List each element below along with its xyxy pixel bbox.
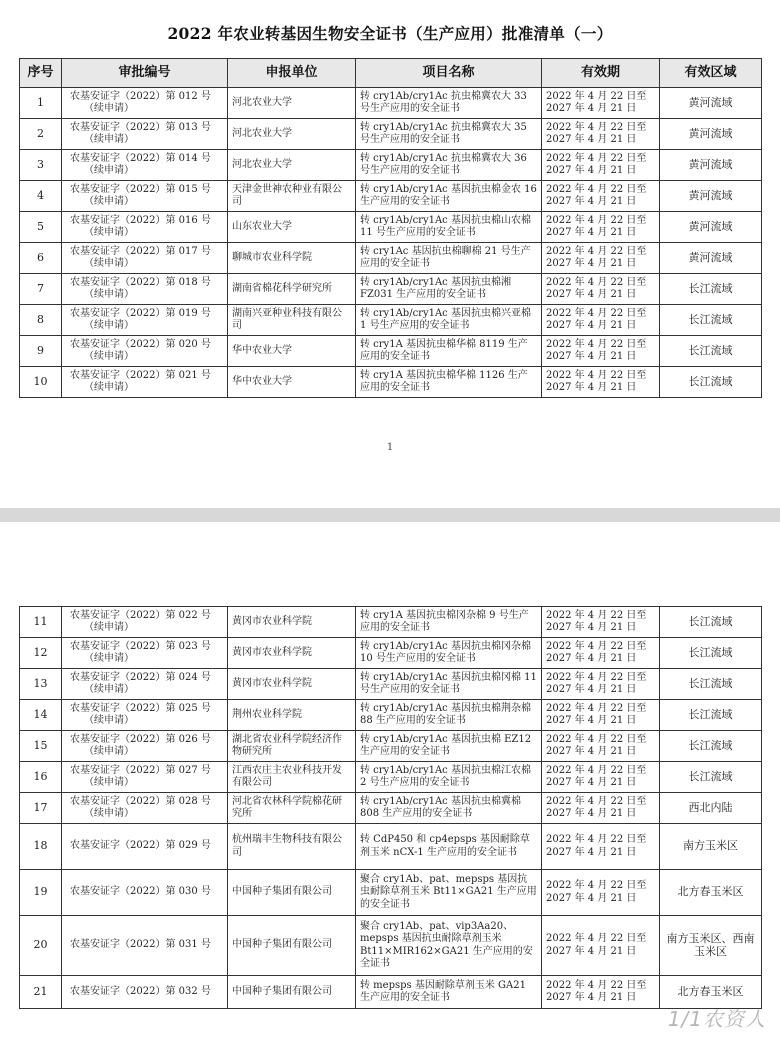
row-validity-period bbox=[542, 793, 660, 824]
row-approval-code-code: 农基安证字（2022）第 017 号 bbox=[70, 245, 211, 257]
row-validity-period bbox=[542, 669, 660, 700]
row-effective-region: 长江流域 bbox=[660, 274, 762, 305]
row-serial-number: 17 bbox=[20, 793, 62, 824]
row-project-name: 转 cry1Ab/cry1Ac 基因抗虫棉冈棉 11 号生产应用的安全证书 bbox=[356, 669, 542, 700]
row-validity-period-valid-from: 2022 年 4 月 22 日至 bbox=[546, 671, 647, 683]
row-approval-code-code: 农基安证字（2022）第 029 号 bbox=[70, 840, 211, 852]
row-serial-number: 12 bbox=[20, 638, 62, 669]
row-validity-period-valid-to: 2027 年 4 月 21 日 bbox=[546, 196, 637, 207]
row-validity-period-valid-to: 2027 年 4 月 21 日 bbox=[546, 653, 637, 664]
row-validity-period-valid-to: 2027 年 4 月 21 日 bbox=[546, 103, 637, 114]
row-serial-number: 14 bbox=[20, 700, 62, 731]
row-validity-period-valid-from: 2022 年 4 月 22 日至 bbox=[546, 640, 647, 652]
row-approval-code-code: 农基安证字（2022）第 028 号 bbox=[70, 795, 211, 807]
row-effective-region: 黄河流域 bbox=[660, 88, 762, 119]
row-validity-period bbox=[542, 367, 660, 398]
row-approval-code bbox=[62, 607, 228, 638]
row-approval-code-code: 农基安证字（2022）第 027 号 bbox=[70, 764, 211, 776]
row-validity-period-valid-from: 2022 年 4 月 22 日至 bbox=[546, 276, 647, 288]
row-approval-code bbox=[62, 274, 228, 305]
row-approval-code bbox=[62, 150, 228, 181]
table-row bbox=[20, 181, 762, 212]
table-row bbox=[20, 762, 762, 793]
document-page-1 bbox=[0, 0, 780, 500]
row-applicant-unit: 荆州农业科学院 bbox=[228, 700, 356, 731]
row-serial-number: 1 bbox=[20, 88, 62, 119]
row-validity-period bbox=[542, 700, 660, 731]
row-validity-period bbox=[542, 916, 660, 976]
row-approval-code-code: 农基安证字（2022）第 023 号 bbox=[70, 640, 211, 652]
row-applicant-unit: 江西农庄主农业科技开发有限公司 bbox=[228, 762, 356, 793]
row-serial-number: 9 bbox=[20, 336, 62, 367]
header-validity: 有效期 bbox=[542, 59, 660, 88]
row-serial-number: 15 bbox=[20, 731, 62, 762]
row-approval-code bbox=[62, 212, 228, 243]
row-applicant-unit: 湖南兴亚种业科技有限公司 bbox=[228, 305, 356, 336]
row-approval-code-code-sub: （续申请） bbox=[84, 165, 134, 176]
row-approval-code-code: 农基安证字（2022）第 032 号 bbox=[70, 985, 211, 997]
row-validity-period-valid-from: 2022 年 4 月 22 日至 bbox=[546, 764, 647, 776]
row-serial-number: 19 bbox=[20, 870, 62, 916]
row-validity-period-valid-from: 2022 年 4 月 22 日至 bbox=[546, 795, 647, 807]
row-approval-code-code: 农基安证字（2022）第 025 号 bbox=[70, 702, 211, 714]
row-effective-region: 长江流域 bbox=[660, 762, 762, 793]
row-project-name: 转 cry1Ab/cry1Ac 基因抗虫棉江农棉 2 号生产应用的安全证书 bbox=[356, 762, 542, 793]
row-validity-period-valid-to: 2027 年 4 月 21 日 bbox=[546, 945, 637, 957]
table-row bbox=[20, 212, 762, 243]
row-effective-region: 长江流域 bbox=[660, 669, 762, 700]
row-project-name: 转 cry1Ab/cry1Ac 抗虫棉冀农大 33 号生产应用的安全证书 bbox=[356, 88, 542, 119]
row-approval-code-code-sub: （续申请） bbox=[84, 258, 134, 269]
row-project-name: 转 cry1Ab/cry1Ac 抗虫棉冀农大 35 号生产应用的安全证书 bbox=[356, 119, 542, 150]
row-effective-region: 长江流域 bbox=[660, 731, 762, 762]
row-applicant-unit: 河北省农林科学院棉花研究所 bbox=[228, 793, 356, 824]
row-approval-code bbox=[62, 638, 228, 669]
row-project-name: 聚合 cry1Ab、pat、vip3Aa20、mepsps 基因抗虫耐除草剂玉米 Bt11×MIR162×GA21 生产应用的安全证书 bbox=[356, 916, 542, 976]
row-validity-period-valid-from: 2022 年 4 月 22 日至 bbox=[546, 880, 647, 891]
row-approval-code-code: 农基安证字（2022）第 020 号 bbox=[70, 338, 211, 350]
row-validity-period bbox=[542, 243, 660, 274]
row-approval-code bbox=[62, 700, 228, 731]
row-serial-number: 13 bbox=[20, 669, 62, 700]
row-project-name: 聚合 cry1Ab、pat、mepsps 基因抗虫耐除草剂玉米 Bt11×GA21 生产应用的安全证书 bbox=[356, 870, 542, 916]
row-approval-code-code-sub: （续申请） bbox=[84, 653, 134, 664]
row-effective-region: 黄河流域 bbox=[660, 119, 762, 150]
row-validity-period-valid-to: 2027 年 4 月 21 日 bbox=[546, 227, 637, 238]
row-validity-period-valid-from: 2022 年 4 月 22 日至 bbox=[546, 152, 647, 164]
page-number: 1 bbox=[386, 442, 394, 453]
row-approval-code-code: 农基安证字（2022）第 030 号 bbox=[70, 886, 211, 898]
row-approval-code bbox=[62, 824, 228, 870]
row-applicant-unit: 中国种子集团有限公司 bbox=[228, 976, 356, 1009]
table-row bbox=[20, 700, 762, 731]
row-approval-code-code-sub: （续申请） bbox=[84, 320, 134, 331]
row-approval-code-code: 农基安证字（2022）第 021 号 bbox=[70, 369, 211, 381]
row-approval-code-code-sub: （续申请） bbox=[84, 103, 134, 114]
row-applicant-unit: 山东农业大学 bbox=[228, 212, 356, 243]
row-effective-region: 北方春玉米区 bbox=[660, 870, 762, 916]
table-row bbox=[20, 150, 762, 181]
table-row bbox=[20, 88, 762, 119]
header-approval-code: 审批编号 bbox=[62, 59, 228, 88]
table-row bbox=[20, 824, 762, 870]
header-applicant: 申报单位 bbox=[228, 59, 356, 88]
row-approval-code-code: 农基安证字（2022）第 031 号 bbox=[70, 939, 211, 951]
row-project-name: 转 cry1Ab/cry1Ac 基因抗虫棉兴亚棉 1 号生产应用的安全证书 bbox=[356, 305, 542, 336]
row-validity-period bbox=[542, 150, 660, 181]
row-serial-number: 8 bbox=[20, 305, 62, 336]
row-serial-number: 4 bbox=[20, 181, 62, 212]
row-validity-period-valid-to: 2027 年 4 月 21 日 bbox=[546, 382, 637, 393]
approval-table-page-1 bbox=[19, 58, 762, 398]
page-separator bbox=[0, 508, 780, 522]
row-validity-period bbox=[542, 824, 660, 870]
row-validity-period-valid-from: 2022 年 4 月 22 日至 bbox=[546, 834, 647, 845]
table-row bbox=[20, 669, 762, 700]
row-approval-code bbox=[62, 367, 228, 398]
row-project-name: 转 cry1Ac 基因抗虫棉聊棉 21 号生产应用的安全证书 bbox=[356, 243, 542, 274]
row-serial-number: 20 bbox=[20, 916, 62, 976]
row-validity-period bbox=[542, 119, 660, 150]
row-approval-code bbox=[62, 88, 228, 119]
table-row bbox=[20, 305, 762, 336]
row-validity-period-valid-from: 2022 年 4 月 22 日至 bbox=[546, 609, 647, 621]
row-approval-code bbox=[62, 762, 228, 793]
row-project-name: 转 cry1Ab/cry1Ac 抗虫棉冀农大 36 号生产应用的安全证书 bbox=[356, 150, 542, 181]
row-validity-period-valid-to: 2027 年 4 月 21 日 bbox=[546, 320, 637, 331]
row-validity-period-valid-from: 2022 年 4 月 22 日至 bbox=[546, 702, 647, 714]
row-validity-period bbox=[542, 336, 660, 367]
row-project-name: 转 cry1A 基因抗虫棉冈杂棉 9 号生产应用的安全证书 bbox=[356, 607, 542, 638]
row-validity-period-valid-from: 2022 年 4 月 22 日至 bbox=[546, 733, 647, 745]
table-row bbox=[20, 336, 762, 367]
row-approval-code bbox=[62, 336, 228, 367]
row-validity-period-valid-to: 2027 年 4 月 21 日 bbox=[546, 289, 637, 300]
row-effective-region: 黄河流域 bbox=[660, 150, 762, 181]
row-effective-region: 长江流域 bbox=[660, 700, 762, 731]
row-approval-code-code-sub: （续申请） bbox=[84, 684, 134, 695]
row-project-name: 转 cry1A 基因抗虫棉华棉 1126 生产应用的安全证书 bbox=[356, 367, 542, 398]
row-approval-code bbox=[62, 793, 228, 824]
row-effective-region: 南方玉米区 bbox=[660, 824, 762, 870]
row-validity-period bbox=[542, 762, 660, 793]
row-validity-period-valid-to: 2027 年 4 月 21 日 bbox=[546, 165, 637, 176]
row-applicant-unit: 中国种子集团有限公司 bbox=[228, 870, 356, 916]
row-effective-region: 长江流域 bbox=[660, 336, 762, 367]
table-header-row bbox=[20, 59, 762, 88]
row-approval-code bbox=[62, 731, 228, 762]
row-effective-region: 黄河流域 bbox=[660, 181, 762, 212]
row-validity-period-valid-to: 2027 年 4 月 21 日 bbox=[546, 992, 637, 1003]
row-project-name: 转 cry1Ab/cry1Ac 基因抗虫棉冈杂棉 10 号生产应用的安全证书 bbox=[356, 638, 542, 669]
row-validity-period-valid-to: 2027 年 4 月 21 日 bbox=[546, 351, 637, 362]
row-approval-code-code-sub: （续申请） bbox=[84, 382, 134, 393]
row-approval-code-code: 农基安证字（2022）第 013 号 bbox=[70, 121, 211, 133]
row-applicant-unit: 华中农业大学 bbox=[228, 336, 356, 367]
row-applicant-unit: 河北农业大学 bbox=[228, 150, 356, 181]
row-serial-number: 2 bbox=[20, 119, 62, 150]
row-serial-number: 6 bbox=[20, 243, 62, 274]
row-validity-period bbox=[542, 88, 660, 119]
table-row bbox=[20, 274, 762, 305]
row-serial-number: 7 bbox=[20, 274, 62, 305]
row-validity-period-valid-from: 2022 年 4 月 22 日至 bbox=[546, 183, 647, 195]
table-row bbox=[20, 367, 762, 398]
row-validity-period-valid-from: 2022 年 4 月 22 日至 bbox=[546, 214, 647, 226]
row-approval-code-code: 农基安证字（2022）第 016 号 bbox=[70, 214, 211, 226]
row-approval-code bbox=[62, 976, 228, 1009]
row-approval-code-code-sub: （续申请） bbox=[84, 196, 134, 207]
row-applicant-unit: 黄冈市农业科学院 bbox=[228, 607, 356, 638]
header-region: 有效区域 bbox=[660, 59, 762, 88]
row-serial-number: 10 bbox=[20, 367, 62, 398]
table-row bbox=[20, 976, 762, 1009]
row-approval-code-code: 农基安证字（2022）第 012 号 bbox=[70, 90, 211, 102]
row-project-name: 转 cry1Ab/cry1Ac 基因抗虫棉荆杂棉 88 生产应用的安全证书 bbox=[356, 700, 542, 731]
row-effective-region: 黄河流域 bbox=[660, 243, 762, 274]
row-approval-code-code-sub: （续申请） bbox=[84, 134, 134, 145]
row-validity-period-valid-from: 2022 年 4 月 22 日至 bbox=[546, 338, 647, 350]
row-approval-code bbox=[62, 870, 228, 916]
row-effective-region: 长江流域 bbox=[660, 638, 762, 669]
row-validity-period-valid-from: 2022 年 4 月 22 日至 bbox=[546, 933, 647, 944]
row-validity-period-valid-from: 2022 年 4 月 22 日至 bbox=[546, 307, 647, 319]
table-row bbox=[20, 793, 762, 824]
row-validity-period-valid-to: 2027 年 4 月 21 日 bbox=[546, 622, 637, 633]
row-validity-period-valid-to: 2027 年 4 月 21 日 bbox=[546, 777, 637, 788]
header-project-name: 项目名称 bbox=[356, 59, 542, 88]
row-project-name: 转 cry1Ab/cry1Ac 基因抗虫棉金农 16 生产应用的安全证书 bbox=[356, 181, 542, 212]
row-project-name: 转 CdP450 和 cp4epsps 基因耐除草剂玉米 nCX-1 生产应用的安全证书 bbox=[356, 824, 542, 870]
row-applicant-unit: 杭州瑞丰生物科技有限公司 bbox=[228, 824, 356, 870]
row-validity-period bbox=[542, 638, 660, 669]
row-approval-code bbox=[62, 119, 228, 150]
row-applicant-unit: 湖北省农业科学院经济作物研究所 bbox=[228, 731, 356, 762]
row-validity-period-valid-to: 2027 年 4 月 21 日 bbox=[546, 715, 637, 726]
row-validity-period bbox=[542, 607, 660, 638]
row-approval-code bbox=[62, 669, 228, 700]
row-validity-period bbox=[542, 212, 660, 243]
row-approval-code-code-sub: （续申请） bbox=[84, 351, 134, 362]
table-row bbox=[20, 916, 762, 976]
row-applicant-unit: 黄冈市农业科学院 bbox=[228, 638, 356, 669]
row-validity-period-valid-to: 2027 年 4 月 21 日 bbox=[546, 258, 637, 269]
row-serial-number: 21 bbox=[20, 976, 62, 1009]
row-applicant-unit: 河北农业大学 bbox=[228, 119, 356, 150]
row-approval-code-code: 农基安证字（2022）第 026 号 bbox=[70, 733, 211, 745]
document-title: 2022 年农业转基因生物安全证书（生产应用）批准清单（一） bbox=[167, 24, 613, 43]
row-effective-region: 西北内陆 bbox=[660, 793, 762, 824]
row-approval-code-code-sub: （续申请） bbox=[84, 777, 134, 788]
row-effective-region: 南方玉米区、西南玉米区 bbox=[660, 916, 762, 976]
row-approval-code-code: 农基安证字（2022）第 015 号 bbox=[70, 183, 211, 195]
row-approval-code-code: 农基安证字（2022）第 024 号 bbox=[70, 671, 211, 683]
row-serial-number: 11 bbox=[20, 607, 62, 638]
watermark-logo: 1/1农资人 bbox=[667, 1007, 766, 1031]
row-applicant-unit: 天津金世神农种业有限公司 bbox=[228, 181, 356, 212]
table-row bbox=[20, 870, 762, 916]
row-project-name: 转 cry1Ab/cry1Ac 基因抗虫棉湘 FZ031 生产应用的安全证书 bbox=[356, 274, 542, 305]
row-approval-code-code-sub: （续申请） bbox=[84, 227, 134, 238]
row-validity-period bbox=[542, 731, 660, 762]
row-validity-period bbox=[542, 870, 660, 916]
table-row bbox=[20, 607, 762, 638]
row-validity-period-valid-to: 2027 年 4 月 21 日 bbox=[546, 892, 637, 904]
row-serial-number: 3 bbox=[20, 150, 62, 181]
row-approval-code-code-sub: （续申请） bbox=[84, 715, 134, 726]
table-row bbox=[20, 638, 762, 669]
row-serial-number: 18 bbox=[20, 824, 62, 870]
row-validity-period-valid-to: 2027 年 4 月 21 日 bbox=[546, 846, 637, 858]
row-applicant-unit: 华中农业大学 bbox=[228, 367, 356, 398]
row-project-name: 转 mepsps 基因耐除草剂玉米 GA21 生产应用的安全证书 bbox=[356, 976, 542, 1009]
row-validity-period-valid-to: 2027 年 4 月 21 日 bbox=[546, 746, 637, 757]
approval-table-page-2 bbox=[19, 606, 762, 1009]
row-serial-number: 16 bbox=[20, 762, 62, 793]
row-effective-region: 黄河流域 bbox=[660, 212, 762, 243]
row-approval-code-code: 农基安证字（2022）第 014 号 bbox=[70, 152, 211, 164]
table-row bbox=[20, 731, 762, 762]
row-effective-region: 北方春玉米区 bbox=[660, 976, 762, 1009]
row-validity-period-valid-from: 2022 年 4 月 22 日至 bbox=[546, 245, 647, 257]
table-row bbox=[20, 119, 762, 150]
row-approval-code-code: 农基安证字（2022）第 018 号 bbox=[70, 276, 211, 288]
row-project-name: 转 cry1Ab/cry1Ac 基因抗虫棉山农棉 11 号生产应用的安全证书 bbox=[356, 212, 542, 243]
row-approval-code-code-sub: （续申请） bbox=[84, 808, 134, 819]
row-approval-code-code: 农基安证字（2022）第 022 号 bbox=[70, 609, 211, 621]
row-serial-number: 5 bbox=[20, 212, 62, 243]
row-validity-period-valid-to: 2027 年 4 月 21 日 bbox=[546, 808, 637, 819]
row-approval-code bbox=[62, 243, 228, 274]
row-approval-code-code: 农基安证字（2022）第 019 号 bbox=[70, 307, 211, 319]
row-applicant-unit: 湖南省棉花科学研究所 bbox=[228, 274, 356, 305]
row-project-name: 转 cry1Ab/cry1Ac 基因抗虫棉冀棉 808 生产应用的安全证书 bbox=[356, 793, 542, 824]
row-validity-period-valid-to: 2027 年 4 月 21 日 bbox=[546, 684, 637, 695]
row-approval-code-code-sub: （续申请） bbox=[84, 289, 134, 300]
row-validity-period bbox=[542, 181, 660, 212]
row-approval-code bbox=[62, 181, 228, 212]
row-project-name: 转 cry1Ab/cry1Ac 基因抗虫棉 EZ12 生产应用的安全证书 bbox=[356, 731, 542, 762]
row-approval-code-code-sub: （续申请） bbox=[84, 622, 134, 633]
row-project-name: 转 cry1A 基因抗虫棉华棉 8119 生产应用的安全证书 bbox=[356, 336, 542, 367]
row-validity-period bbox=[542, 305, 660, 336]
row-applicant-unit: 黄冈市农业科学院 bbox=[228, 669, 356, 700]
row-approval-code-code-sub: （续申请） bbox=[84, 746, 134, 757]
row-validity-period bbox=[542, 976, 660, 1009]
row-validity-period-valid-from: 2022 年 4 月 22 日至 bbox=[546, 90, 647, 102]
table-row bbox=[20, 243, 762, 274]
row-validity-period-valid-from: 2022 年 4 月 22 日至 bbox=[546, 369, 647, 381]
row-applicant-unit: 聊城市农业科学院 bbox=[228, 243, 356, 274]
row-approval-code bbox=[62, 916, 228, 976]
row-validity-period-valid-to: 2027 年 4 月 21 日 bbox=[546, 134, 637, 145]
row-effective-region: 长江流域 bbox=[660, 367, 762, 398]
row-effective-region: 长江流域 bbox=[660, 305, 762, 336]
row-applicant-unit: 中国种子集团有限公司 bbox=[228, 916, 356, 976]
row-validity-period-valid-from: 2022 年 4 月 22 日至 bbox=[546, 121, 647, 133]
row-validity-period-valid-from: 2022 年 4 月 22 日至 bbox=[546, 979, 647, 991]
row-validity-period bbox=[542, 274, 660, 305]
header-serial: 序号 bbox=[20, 59, 62, 88]
row-applicant-unit: 河北农业大学 bbox=[228, 88, 356, 119]
row-approval-code bbox=[62, 305, 228, 336]
row-effective-region: 长江流域 bbox=[660, 607, 762, 638]
document-page-2 bbox=[0, 530, 780, 1038]
